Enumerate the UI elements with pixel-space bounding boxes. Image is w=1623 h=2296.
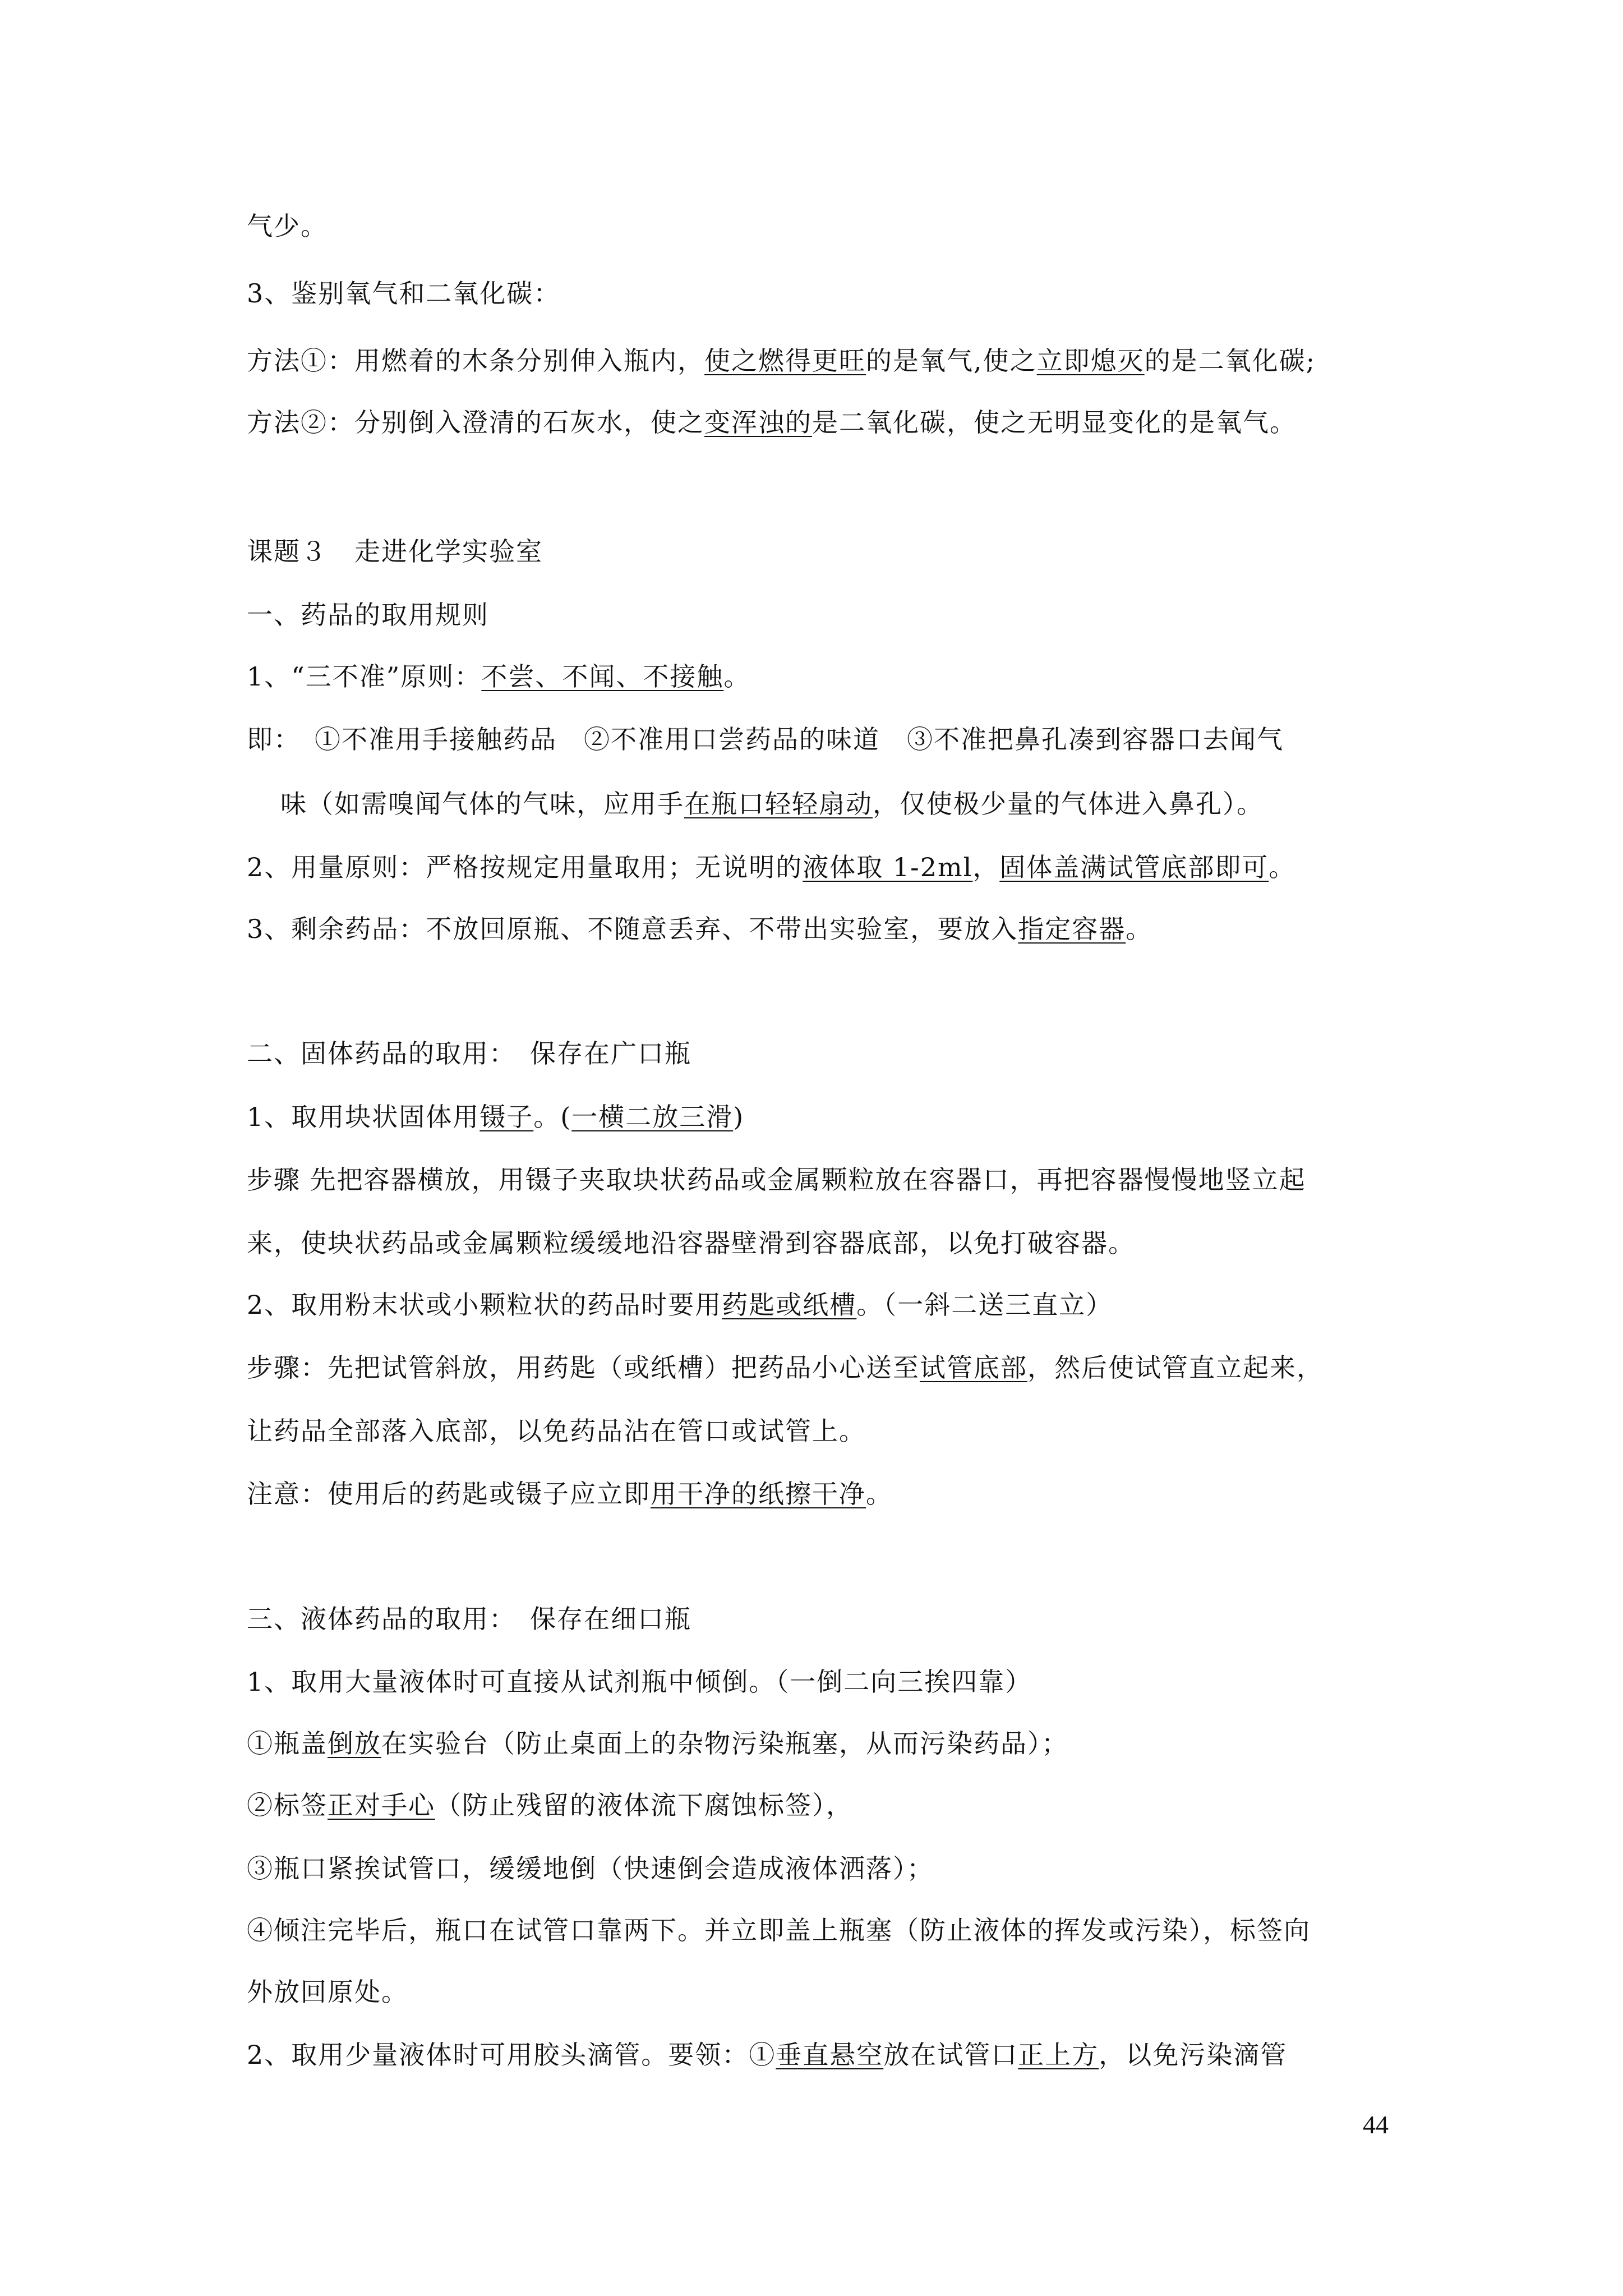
text-segment: 的是二氧化碳; (1144, 346, 1316, 376)
text-line (247, 1352, 1324, 1383)
text-segment: 味（如需嗅闻气体的气味，应用手 (280, 789, 684, 819)
text-segment: 放在试管口 (883, 2040, 1018, 2070)
text-segment: 让药品全部落入底部，以免药品沾在管口或试管上。 (247, 1416, 866, 1446)
underlined-text: 一横二放三滑 (571, 1102, 734, 1132)
text-segment: 课题３ 走进化学实验室 (247, 536, 543, 567)
text-segment: 注意：使用后的药匙或镊子应立即 (247, 1479, 651, 1509)
text-segment: 步骤：先把试管斜放，用药匙（或纸槽）把药品小心送至 (247, 1352, 920, 1383)
text-line (247, 278, 560, 309)
text-line (280, 788, 1264, 820)
text-line (247, 1164, 1306, 1195)
text-segment: ①瓶盖 (247, 1728, 328, 1759)
text-segment: 2、取用粉末状或小颗粒状的药品时要用 (247, 1290, 722, 1320)
text-segment: ③瓶口紧挨试管口，缓缓地倒（快速倒会造成液体洒落）； (247, 1853, 934, 1884)
underlined-text: 垂直悬空 (776, 2040, 884, 2070)
text-segment: 2、取用少量液体时可用胶头滴管。要领：① (247, 2040, 776, 2070)
text-segment: ，仅使极少量的气体进入鼻孔）。 (873, 789, 1264, 819)
text-segment: ，然后使试管直立起来， (1027, 1352, 1324, 1383)
text-segment: 步骤 先把容器横放，用镊子夹取块状药品或金属颗粒放在容器口，再把容器慢慢地竖立起 (247, 1165, 1306, 1195)
underlined-text: 倒放 (328, 1728, 381, 1759)
text-segment: 3、剩余药品：不放回原瓶、不随意丢弃、不带出实验室，要放入 (247, 914, 1018, 944)
underlined-text: 正对手心 (328, 1790, 435, 1820)
text-segment: ) (733, 1102, 745, 1132)
text-segment: 。（一斜二送三直立） (856, 1290, 1113, 1320)
underlined-text: 不尝、不闻、不接触 (481, 661, 724, 692)
text-segment: 1、取用块状固体用 (247, 1102, 480, 1132)
text-line (247, 1976, 408, 2008)
text-segment: 即： ①不准用手接触药品 ②不准用口尝药品的味道 ③不准把鼻孔凑到容器口去闻气 (247, 724, 1284, 754)
text-line (247, 1603, 691, 1635)
text-segment: 来，使块状药品或金属颗粒缓缓地沿容器壁滑到容器底部，以免打破容器。 (247, 1228, 1135, 1258)
text-line (247, 345, 1316, 376)
underlined-text: 正上方 (1018, 2040, 1099, 2070)
text-segment: 。 (723, 661, 751, 692)
text-segment: 3、鉴别氧气和二氧化碳： (247, 278, 561, 309)
text-segment: 一、药品的取用规则 (247, 600, 489, 630)
text-segment: 1、“三不准”原则： (247, 661, 482, 692)
text-segment: 。 (1126, 914, 1153, 944)
underlined-text: 变浑浊的 (704, 407, 812, 438)
text-segment: 三、液体药品的取用： 保存在细口瓶 (247, 1604, 691, 1634)
underlined-text: 立即熄灭 (1036, 346, 1145, 376)
page-number: 44 (1363, 2110, 1389, 2139)
text-line (247, 724, 1284, 755)
underlined-text: 液体取 1-2ml (803, 852, 973, 882)
text-segment: 是二氧化碳，使之无明显变化的是氧气。 (812, 407, 1297, 438)
text-segment: （防止残留的液体流下腐蚀标签）， (435, 1790, 853, 1820)
text-segment: 气少。 (247, 211, 328, 241)
underlined-text: 药匙或纸槽 (722, 1290, 857, 1320)
text-line (247, 1666, 1032, 1697)
underlined-text: 试管底部 (920, 1352, 1027, 1383)
text-line (247, 210, 328, 242)
text-line (247, 599, 489, 631)
text-segment: 方法②：分别倒入澄清的石灰水，使之 (247, 407, 704, 438)
underlined-text: 在瓶口轻轻扇动 (684, 789, 873, 819)
text-segment: 二、固体药品的取用： 保存在广口瓶 (247, 1038, 691, 1069)
text-segment: ，以免污染滴管 (1099, 2040, 1288, 2070)
underlined-text: 镊子 (479, 1102, 534, 1132)
text-line (247, 661, 750, 692)
text-line (247, 1789, 853, 1821)
text-segment: 的是氧气,使之 (866, 346, 1037, 376)
text-segment: 方法①：用燃着的木条分别伸入瓶内， (247, 346, 704, 376)
text-line (247, 536, 543, 567)
text-line (247, 1915, 1311, 1946)
text-line (247, 1478, 893, 1510)
underlined-text: 使之燃得更旺 (704, 346, 866, 376)
text-line (247, 1227, 1135, 1259)
text-segment: 1、取用大量液体时可直接从试剂瓶中倾倒。（一倒二向三挨四靠） (247, 1667, 1032, 1697)
text-line (247, 852, 1295, 883)
text-segment: 。 (866, 1479, 893, 1509)
text-segment: ④倾注完毕后，瓶口在试管口靠两下。并立即盖上瓶塞（防止液体的挥发或污染），标签向 (247, 1915, 1311, 1945)
text-line (247, 913, 1152, 945)
text-line (247, 1728, 1068, 1759)
text-line (247, 1415, 866, 1447)
text-segment: 外放回原处。 (247, 1977, 408, 2007)
text-line (247, 1038, 691, 1069)
text-segment: 2、用量原则：严格按规定用量取用；无说明的 (247, 852, 803, 882)
text-line (247, 1853, 934, 1884)
text-line (247, 407, 1297, 438)
text-line (247, 1289, 1113, 1320)
underlined-text: 指定容器 (1018, 914, 1126, 944)
text-segment: ②标签 (247, 1790, 328, 1820)
text-segment: ， (972, 852, 1000, 882)
text-segment: 。( (533, 1102, 572, 1132)
text-line (247, 2039, 1287, 2070)
underlined-text: 固体盖满试管底部即可 (999, 852, 1269, 882)
underlined-text: 用干净的纸擦干净 (651, 1479, 866, 1509)
text-segment: 。 (1269, 852, 1296, 882)
text-segment: 在实验台（防止桌面上的杂物污染瓶塞，从而污染药品）； (381, 1728, 1068, 1759)
text-line (247, 1101, 744, 1133)
